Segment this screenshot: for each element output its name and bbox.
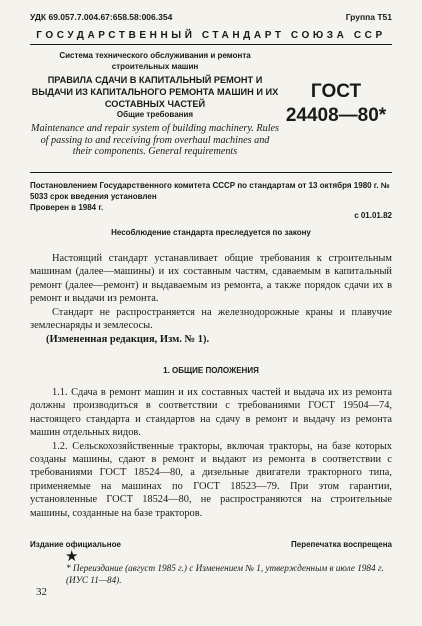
page-number: 32 <box>36 586 47 598</box>
intro-paragraph-1: Настоящий стандарт устанавливает общие требования к строительным машинам (далее—машины) и их составным частям, сдаваемым в капитальный ремонт (далее—ремонт) и выдаваемым из ремонта, а также порядок сдачи их в ремонт и выдачи из ремонта. <box>30 253 392 305</box>
section-heading: 1. ОБЩИЕ ПОЛОЖЕНИЯ <box>163 366 259 375</box>
system-line: Система технического обслуживания и ремонта строительных машин <box>59 51 251 71</box>
document-subtitle: Общие требования <box>116 110 194 119</box>
state-standard-banner: ГОСУДАРСТВЕННЫЙ СТАНДАРТ СОЮЗА ССР <box>36 30 386 41</box>
checked-note: Проверен в 1984 г. <box>30 203 104 212</box>
section-body <box>30 386 392 520</box>
group-code: Группа Т51 <box>345 12 392 22</box>
effective-date: с 01.01.82 <box>354 211 392 220</box>
decree-text: Постановлением Государственного комитета СССР по стандартам от 13 октября 1980 г. № 5033 срок введения установлен <box>30 181 390 201</box>
udk-code: УДК 69.057.7.004.67:658.58:006.354 <box>30 12 173 22</box>
decree-block <box>30 180 392 213</box>
clause-1-2: 1.2. Сельскохозяйственные тракторы, включая тракторы, на базе которых созданы машины, сдают в ремонт и выдают из ремонта в соответствии с требованиями ГОСТ 18524—80, а дизельные двигатели тракторного типа, применяемые на машинах по ГОСТ 18523—79. При этом гарантии, установленные ГОСТ 18524—80, не распространяются на строительные машины, созданные на базе тракторов. <box>30 440 392 519</box>
english-title: Maintenance and repair system of building machinery. Rules of passing to and receiving from overhaul machines and their components. General requirements <box>30 123 280 157</box>
clause-1-1: 1.1. Сдача в ремонт машин и их составных частей и выдача их из ремонта должны производиться в соответствии с требованиями ГОСТ 19504—74, настоящего стандарта и стандартов на сдачу в ремонт и выдачу из ремонта машин отдельных видов. <box>30 387 392 439</box>
star-icon: ★ <box>65 547 79 565</box>
reissue-footnote: * Переиздание (август 1985 г.) с Изменением № 1, утвержденным в июле 1984 г. (ИУС 11—84). <box>66 563 384 585</box>
gost-designation <box>280 80 392 128</box>
title-rule-bottom <box>30 172 392 173</box>
edit-note: (Измененная редакция, Изм. № 1). <box>46 334 210 345</box>
intro-body <box>30 252 392 332</box>
official-edition-label: Издание официальное <box>30 540 121 549</box>
prosecution-note: Несоблюдение стандарта преследуется по закону <box>111 228 311 237</box>
header-rule-top <box>30 44 392 45</box>
gost-label: ГОСТ <box>310 81 362 102</box>
reprint-prohibited-label: Перепечатка воспрещена <box>291 540 392 549</box>
intro-paragraph-2: Стандарт не распространяется на железнодорожные краны и плавучие землеснаряды и землесосы. <box>30 306 392 332</box>
gost-number: 24408—80* <box>285 105 387 126</box>
document-title: ПРАВИЛА СДАЧИ В КАПИТАЛЬНЫЙ РЕМОНТ И ВЫДАЧИ ИЗ КАПИТАЛЬНОГО РЕМОНТА МАШИН И ИХ СОСТАВНЫХ ЧАСТЕЙ <box>31 75 279 109</box>
